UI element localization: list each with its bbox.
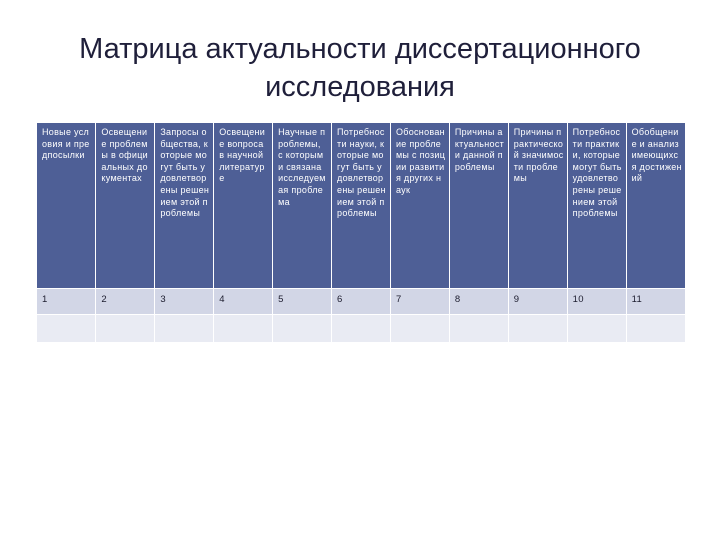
empty-cell: [567, 315, 626, 343]
header-cell-new-conditions: Новые условия и предпосылки: [37, 123, 96, 289]
table-header-row: [37, 123, 685, 289]
empty-cell: [390, 315, 449, 343]
number-cell: 10: [567, 289, 626, 315]
table-number-row: [37, 289, 685, 315]
empty-cell: [508, 315, 567, 343]
relevance-matrix-table: [37, 123, 685, 342]
number-cell: 2: [96, 289, 155, 315]
slide-title: [0, 30, 720, 106]
number-cell: 5: [273, 289, 332, 315]
number-cell: 8: [449, 289, 508, 315]
table-empty-row: [37, 315, 685, 343]
number-cell: 4: [214, 289, 273, 315]
empty-cell: [332, 315, 391, 343]
empty-cell: [273, 315, 332, 343]
number-cell: 9: [508, 289, 567, 315]
number-cell: 1: [37, 289, 96, 315]
header-cell-scientific-literature: Освещение вопроса в научной литературе: [214, 123, 273, 289]
header-cell-other-sciences: Обоснование проблемы с позиции развития других наук: [390, 123, 449, 289]
header-cell-relevance-reasons: Причины актуальности данной проблемы: [449, 123, 508, 289]
header-cell-official-documents: Освещение проблемы в официальных документах: [96, 123, 155, 289]
header-cell-scientific-problems: Научные проблемы, с которыми связана исследуемая проблема: [273, 123, 332, 289]
slide-title-line-2: исследования: [265, 71, 455, 103]
number-cell: 6: [332, 289, 391, 315]
empty-cell: [214, 315, 273, 343]
number-cell: 11: [626, 289, 685, 315]
empty-cell: [626, 315, 685, 343]
empty-cell: [37, 315, 96, 343]
empty-cell: [449, 315, 508, 343]
number-cell: 3: [155, 289, 214, 315]
empty-cell: [155, 315, 214, 343]
header-cell-generalization: Обобщение и анализ имеющихся достижений: [626, 123, 685, 289]
empty-cell: [96, 315, 155, 343]
header-cell-practice-needs: Потребности практики, которые могут быть удовлетворены решением этой проблемы: [567, 123, 626, 289]
header-cell-practical-significance: Причины практической значимости проблемы: [508, 123, 567, 289]
slide-title-line-1: Матрица актуальности диссертационного: [79, 33, 641, 65]
header-cell-society-requests: Запросы общества, которые могут быть удовлетворены решением этой проблемы: [155, 123, 214, 289]
header-cell-science-needs: Потребности науки, которые могут быть удовлетворены решением этой проблемы: [332, 123, 391, 289]
number-cell: 7: [390, 289, 449, 315]
